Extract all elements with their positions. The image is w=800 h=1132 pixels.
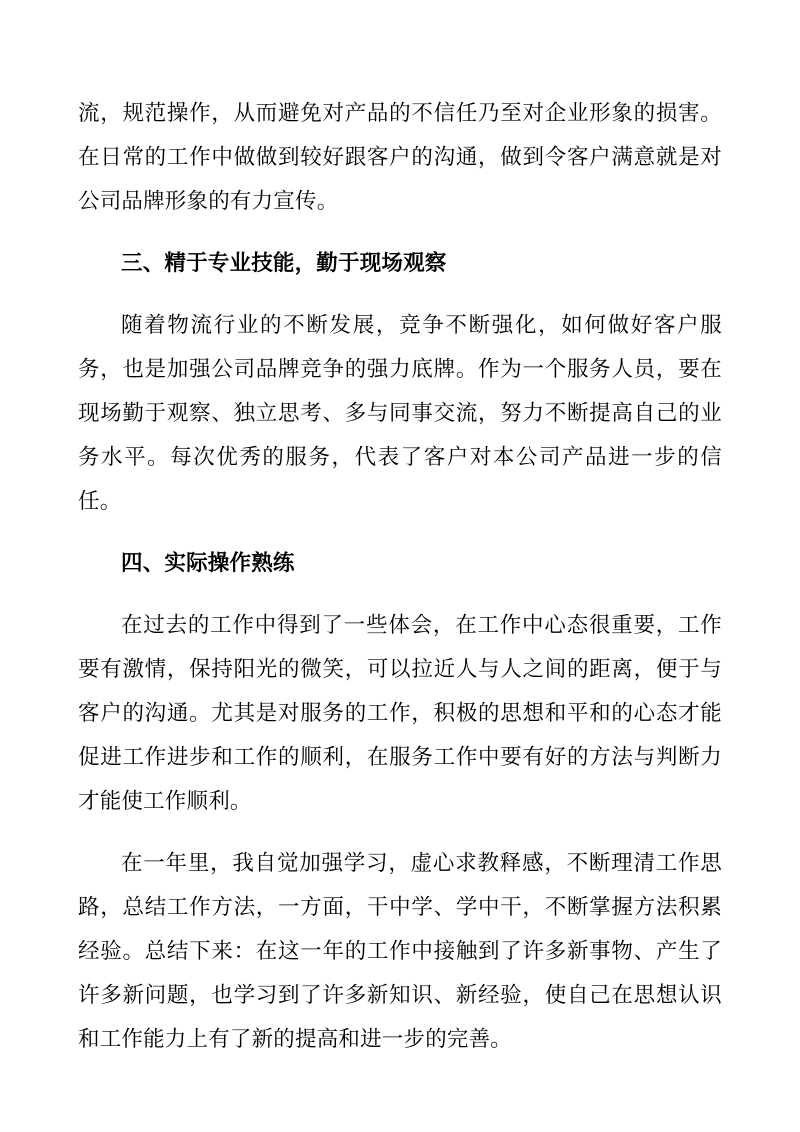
paragraph-section-four-second: 在一年里，我自觉加强学习，虚心求教释感，不断理清工作思路，总结工作方法，一方面，干中学、学中干，不断掌握方法积累经验。总结下来：在这一年的工作中接触到了许多新事物、产生了许多新问题，也学习到了许多新知识、新经验，使自己在思想认识和工作能力上有了新的提高和进一步的完善。 [78, 851, 722, 1052]
section-heading-four: 四、实际操作熟练 [121, 551, 295, 576]
paragraph-continued: 流，规范操作，从而避免对产品的不信任乃至对企业形象的损害。在日常的工作中做做到较好跟客户的沟通，做到令客户满意就是对公司品牌形象的有力宣传。 [78, 101, 722, 214]
page-bottom-spacer [78, 1080, 722, 1090]
paragraph-section-three: 随着物流行业的不断发展，竞争不断强化，如何做好客户服务，也是加强公司品牌竞争的强力底牌。作为一个服务人员，要在现场勤于观察、独立思考、多与同事交流，努力不断提高自己的业务水平。每次优秀的服务，代表了客户对本公司产品进一步的信任。 [78, 313, 722, 514]
paragraph-section-four-first: 在过去的工作中得到了一些体会，在工作中心态很重要，工作要有激情，保持阳光的微笑，可以拉近人与人之间的距离，便于与客户的沟通。尤其是对服务的工作，积极的思想和平和的心态才能促进工作进步和工作的顺利，在服务工作中要有好的方法与判断力才能使工作顺利。 [78, 613, 722, 814]
document-body [78, 92, 722, 1090]
section-heading-three: 三、精于专业技能，勤于现场观察 [121, 251, 447, 276]
